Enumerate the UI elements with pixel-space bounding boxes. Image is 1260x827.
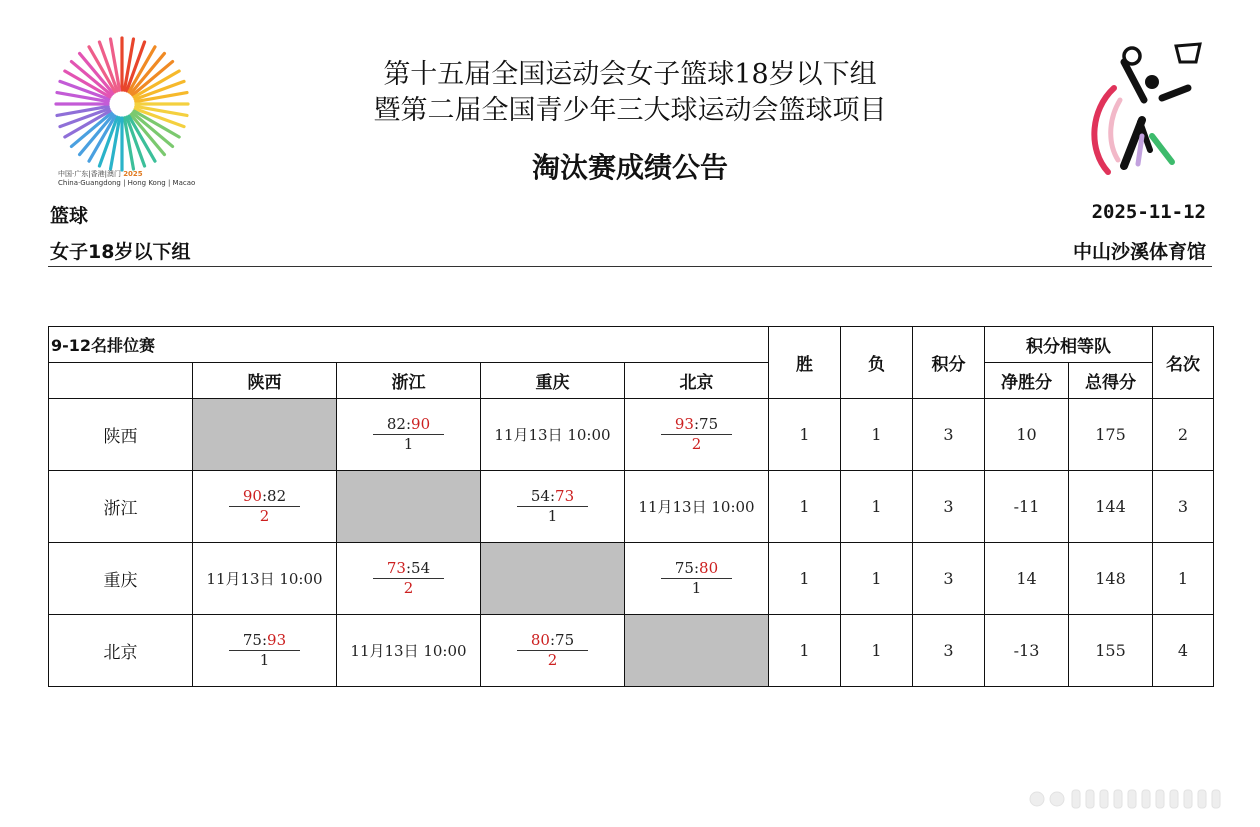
title-line-1: 第十五届全国运动会女子篮球18岁以下组 xyxy=(383,59,877,90)
col-total: 总得分 xyxy=(1069,363,1153,399)
score-separator: : xyxy=(549,487,556,505)
stat-wins: 1 xyxy=(769,543,841,615)
row-team-label: 重庆 xyxy=(49,543,193,615)
match-result-cell xyxy=(481,471,625,543)
score-left: 80 xyxy=(530,631,550,649)
stat-rank: 2 xyxy=(1153,399,1214,471)
self-match-cell xyxy=(481,543,625,615)
match-result-cell xyxy=(337,399,481,471)
score-separator: : xyxy=(693,415,700,433)
results-table xyxy=(48,326,1214,687)
score-separator: : xyxy=(261,631,268,649)
col-points: 积分 xyxy=(913,327,985,399)
stat-total: 148 xyxy=(1069,543,1153,615)
team-row xyxy=(49,471,1214,543)
score-left: 75 xyxy=(242,631,262,649)
stat-points: 3 xyxy=(913,615,985,687)
score-left: 73 xyxy=(386,559,406,577)
score-left: 93 xyxy=(674,415,694,433)
col-losses: 负 xyxy=(841,327,913,399)
scheduled-match-cell: 11月13日 10:00 xyxy=(481,399,625,471)
stat-total: 175 xyxy=(1069,399,1153,471)
stat-total: 155 xyxy=(1069,615,1153,687)
match-score xyxy=(229,488,300,525)
document-subtitle: 淘汰赛成绩公告 xyxy=(531,151,728,184)
sport-label: 篮球 xyxy=(50,205,89,227)
title-line-2: 暨第二届全国青少年三大球运动会篮球项目 xyxy=(373,95,887,126)
match-score xyxy=(229,632,300,669)
group-label: 女子18岁以下组 xyxy=(50,241,191,263)
score-right: 93 xyxy=(267,631,287,649)
stat-losses: 1 xyxy=(841,543,913,615)
match-points: 1 xyxy=(547,507,558,525)
logo-caption-cn: 中国·广东|香港|澳门 xyxy=(58,170,121,178)
self-match-cell xyxy=(193,399,337,471)
self-match-cell xyxy=(625,615,769,687)
stat-points: 3 xyxy=(913,471,985,543)
match-points: 1 xyxy=(691,579,702,597)
score-left: 75 xyxy=(674,559,694,577)
stat-wins: 1 xyxy=(769,399,841,471)
col-net: 净胜分 xyxy=(985,363,1069,399)
score-separator: : xyxy=(405,559,412,577)
match-result-cell xyxy=(625,399,769,471)
col-rank: 名次 xyxy=(1153,327,1214,399)
round-title: 9-12名排位赛 xyxy=(49,327,769,363)
scheduled-match-cell: 11月13日 10:00 xyxy=(625,471,769,543)
row-team-label: 北京 xyxy=(49,615,193,687)
score-right: 82 xyxy=(267,487,287,505)
stat-net: -13 xyxy=(985,615,1069,687)
col-tiebreak: 积分相等队 xyxy=(985,327,1153,363)
score-right: 80 xyxy=(699,559,719,577)
team-row xyxy=(49,399,1214,471)
stat-losses: 1 xyxy=(841,399,913,471)
stat-net: 14 xyxy=(985,543,1069,615)
score-right: 54 xyxy=(411,559,431,577)
match-result-cell xyxy=(337,543,481,615)
stat-losses: 1 xyxy=(841,471,913,543)
score-right: 75 xyxy=(555,631,575,649)
score-left: 90 xyxy=(242,487,262,505)
scheduled-match-cell: 11月13日 10:00 xyxy=(193,543,337,615)
watermark-dots xyxy=(1028,786,1228,812)
stat-points: 3 xyxy=(913,399,985,471)
stat-net: -11 xyxy=(985,471,1069,543)
match-score xyxy=(517,632,588,669)
score-separator: : xyxy=(261,487,268,505)
header-divider xyxy=(48,266,1212,267)
match-points: 1 xyxy=(259,651,270,669)
team-header: 重庆 xyxy=(481,363,625,399)
score-right: 75 xyxy=(699,415,719,433)
match-result-cell xyxy=(193,615,337,687)
stat-total: 144 xyxy=(1069,471,1153,543)
corner-cell xyxy=(49,363,193,399)
match-score xyxy=(373,560,444,597)
team-header: 陕西 xyxy=(193,363,337,399)
logo-caption-year: 2025 xyxy=(123,170,143,178)
match-result-cell xyxy=(481,615,625,687)
stat-wins: 1 xyxy=(769,615,841,687)
stat-losses: 1 xyxy=(841,615,913,687)
stat-rank: 3 xyxy=(1153,471,1214,543)
score-right: 73 xyxy=(555,487,575,505)
stat-rank: 4 xyxy=(1153,615,1214,687)
match-points: 2 xyxy=(691,435,702,453)
team-row xyxy=(49,615,1214,687)
stat-rank: 1 xyxy=(1153,543,1214,615)
scheduled-match-cell: 11月13日 10:00 xyxy=(337,615,481,687)
team-header: 北京 xyxy=(625,363,769,399)
match-score xyxy=(373,416,444,453)
match-score xyxy=(517,488,588,525)
team-row xyxy=(49,543,1214,615)
score-left: 54 xyxy=(530,487,550,505)
match-result-cell xyxy=(625,543,769,615)
score-left: 82 xyxy=(386,415,406,433)
match-score xyxy=(661,416,732,453)
self-match-cell xyxy=(337,471,481,543)
stat-points: 3 xyxy=(913,543,985,615)
stat-net: 10 xyxy=(985,399,1069,471)
team-header: 浙江 xyxy=(337,363,481,399)
match-points: 2 xyxy=(403,579,414,597)
score-separator: : xyxy=(693,559,700,577)
row-team-label: 浙江 xyxy=(49,471,193,543)
stat-wins: 1 xyxy=(769,471,841,543)
match-points: 2 xyxy=(547,651,558,669)
date-label: 2025-11-12 xyxy=(1091,201,1206,223)
row-team-label: 陕西 xyxy=(49,399,193,471)
score-separator: : xyxy=(549,631,556,649)
col-wins: 胜 xyxy=(769,327,841,399)
score-right: 90 xyxy=(411,415,431,433)
match-result-cell xyxy=(193,471,337,543)
match-points: 2 xyxy=(259,507,270,525)
logo-caption-en: China·Guangdong | Hong Kong | Macao xyxy=(58,179,196,187)
match-points: 1 xyxy=(403,435,414,453)
score-separator: : xyxy=(405,415,412,433)
match-score xyxy=(661,560,732,597)
venue-label: 中山沙溪体育馆 xyxy=(1072,241,1206,263)
